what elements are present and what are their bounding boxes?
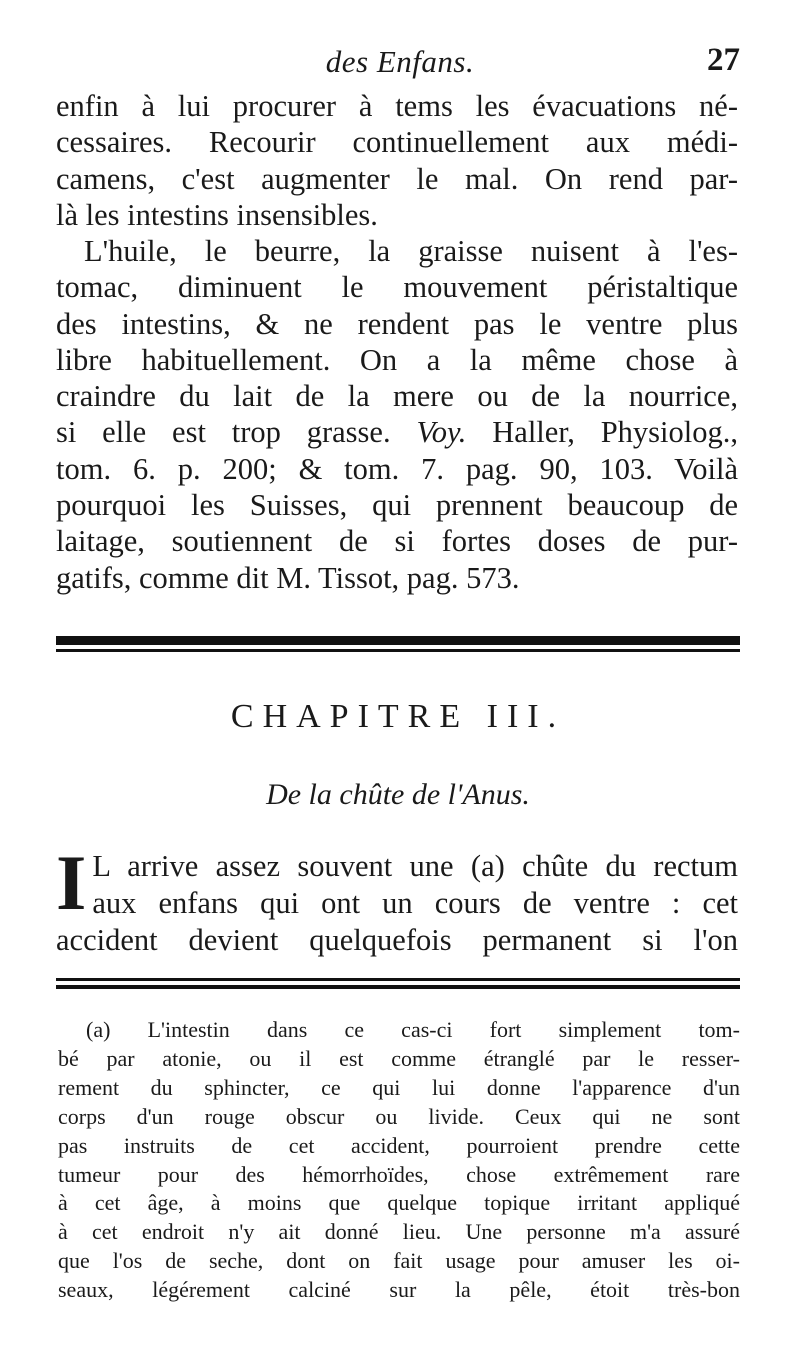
text-line: craindre du lait de la mere ou de la nourrice, (56, 379, 738, 414)
running-title: des Enfans. (325, 44, 475, 79)
chapter-opening-paragraph (56, 839, 738, 959)
chapter-subtitle: De la chûte de l'Anus. (266, 778, 530, 811)
footnote-line: rement du sphincter, ce qui lui donne l'apparence d'un (58, 1074, 740, 1100)
voy-abbreviation: Voy. (416, 415, 467, 450)
footnote-line: corps d'un rouge obscur ou livide. Ceux qui ne sont (58, 1103, 740, 1129)
footnote-separator-rule (56, 978, 740, 989)
footnote-line: que l'os de seche, dont on fait usage pour amuser les oi- (58, 1248, 740, 1274)
text-line: accident devient quelquefois permanent si l'on (56, 923, 738, 957)
rule-thick-line (56, 636, 740, 645)
citation-haller: Haller, Physiolog., (492, 415, 738, 450)
footnote-line: pas instruits de cet accident, pourroient prendre cette (58, 1132, 740, 1158)
running-head (60, 36, 740, 86)
ornamental-rule (56, 636, 740, 652)
text-line-with-reference (56, 414, 738, 450)
footnote-line: à cet endroit n'y ait donné lieu. Une personne m'a assuré (58, 1219, 740, 1245)
paragraph-1 (56, 88, 738, 233)
rule-thin-line (56, 985, 740, 989)
text-line: là les intestins insensibles. (56, 197, 378, 232)
paragraph-2 (56, 233, 738, 596)
text-line: des intestins, & ne rendent pas le ventre plus (56, 306, 738, 341)
text-line: gatifs, comme dit M. Tissot, pag. 573. (56, 560, 520, 595)
text-segment: si elle est trop grasse. (56, 415, 391, 450)
chapter-heading: CHAPITRE III. (230, 698, 566, 735)
text-line: enfin à lui procurer à tems les évacuations né- (56, 89, 738, 123)
drop-cap: I (56, 839, 87, 926)
text-line: aux enfans qui ont un cours de ventre : cet (92, 886, 738, 920)
footnote-line: seaux, légérement calciné sur la pêle, étoit très-bon (58, 1277, 740, 1303)
text-line: L'huile, le beurre, la graisse nuisent à l'es- (84, 234, 738, 268)
footnote-line: à cet âge, à moins que quelque topique irritant appliqué (58, 1190, 740, 1216)
text-line: laitage, soutiennent de si fortes doses de pur- (56, 524, 738, 559)
text-line: camens, c'est augmenter le mal. On rend par- (56, 161, 738, 196)
page-number: 27 (707, 42, 740, 78)
text-line: tomac, diminuent le mouvement péristaltique (56, 270, 738, 305)
rule-thin-line (56, 649, 740, 652)
text-line: libre habituellement. On a la même chose à (56, 342, 738, 377)
footnote-line: (a) L'intestin dans ce cas-ci fort simplement tom- (86, 1017, 740, 1042)
text-line: cessaires. Recourir continuellement aux médi- (56, 125, 738, 160)
footnote (58, 1016, 740, 1305)
text-line: tom. 6. p. 200; & tom. 7. pag. 90, 103. Voilà (56, 451, 738, 486)
text-line: pourquoi les Suisses, qui prennent beaucoup de (56, 488, 738, 523)
rule-thin-line (56, 978, 740, 981)
footnote-line: bé par atonie, ou il est comme étranglé par le resser- (58, 1045, 740, 1071)
footnote-line: tumeur pour des hémorrhoïdes, chose extrêmement rare (58, 1161, 740, 1187)
text-line: L arrive assez souvent une (a) chûte du rectum (92, 849, 738, 883)
